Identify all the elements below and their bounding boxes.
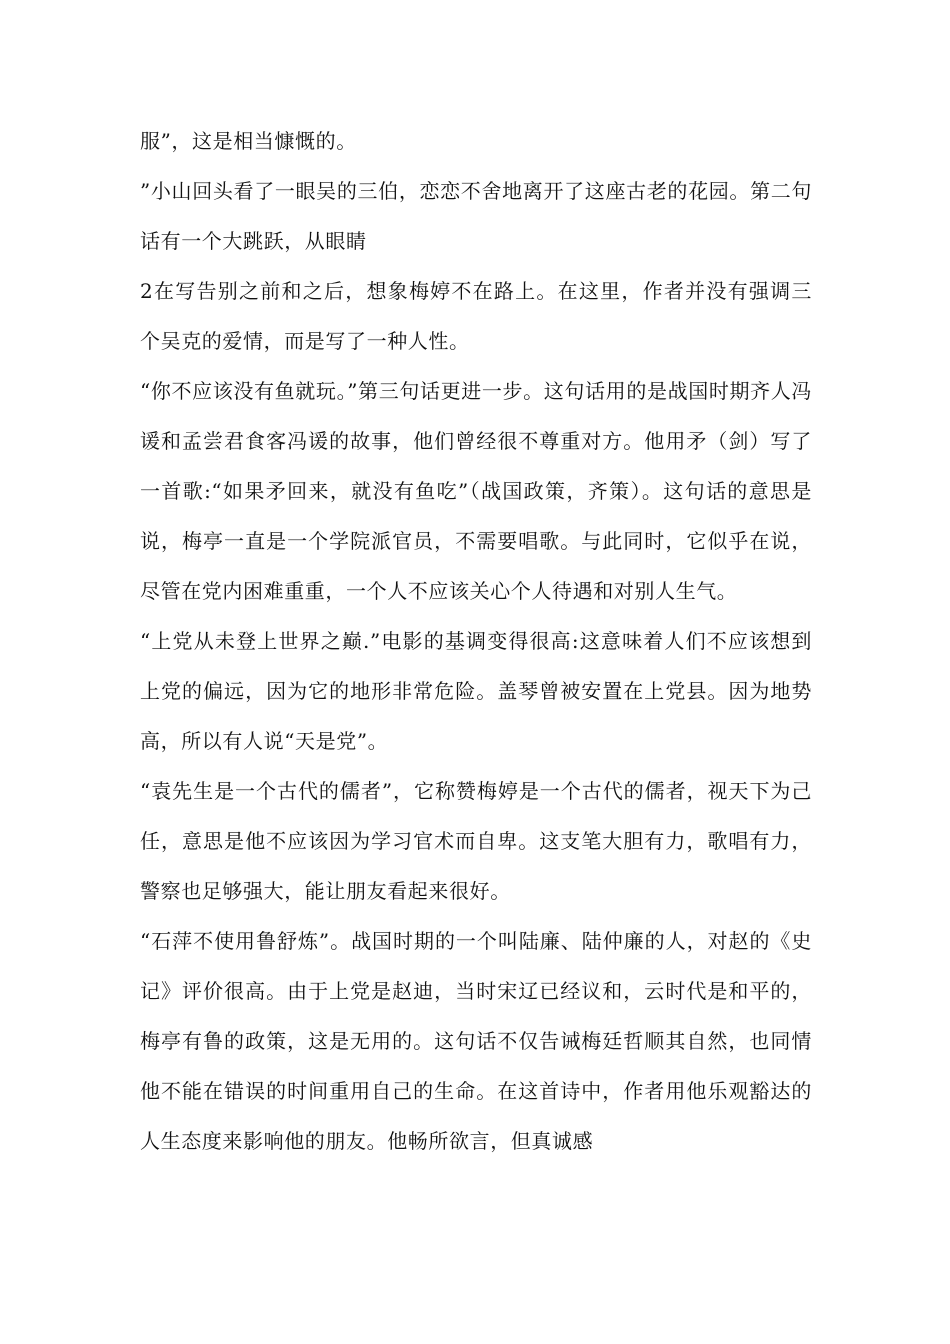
paragraph-2: ”小山回头看了一眼吴的三伯，恋恋不舍地离开了这座古老的花园。第二句话有一个大跳跃，从眼睛	[140, 179, 812, 253]
paragraph-3: 2在写告别之前和之后，想象梅婷不在路上。在这里，作者并没有强调三个吴克的爱情，而是写了一种人性。	[140, 279, 812, 353]
paragraph-4: “你不应该没有鱼就玩。”第三句话更进一步。这句话用的是战国时期齐人冯谖和孟尝君食客冯谖的故事，他们曾经很不尊重对方。他用矛（剑）写了一首歌:“如果矛回来，就没有鱼吃”（战国政策，齐策）。这句话的意思是说，梅亭一直是一个学院派官员，不需要唱歌。与此同时，它似乎在说，尽管在党内困难重重，一个人不应该关心个人待遇和对别人生气。	[140, 379, 812, 603]
paragraph-5: “上党从未登上世界之巅.”电影的基调变得很高:这意味着人们不应该想到上党的偏远，因为它的地形非常危险。盖琴曾被安置在上党县。因为地势高，所以有人说“天是党”。	[140, 629, 812, 753]
paragraph-7: “石萍不使用鲁舒炼”。战国时期的一个叫陆廉、陆仲廉的人，对赵的《史记》评价很高。由于上党是赵迪，当时宋辽已经议和，云时代是和平的，梅亭有鲁的政策，这是无用的。这句话不仅告诫梅廷哲顺其自然，也同情他不能在错误的时间重用自己的生命。在这首诗中，作者用他乐观豁达的人生态度来影响他的朋友。他畅所欲言，但真诚感	[140, 929, 812, 1153]
paragraph-6: “袁先生是一个古代的儒者”，它称赞梅婷是一个古代的儒者，视天下为己任，意思是他不应该因为学习官术而自卑。这支笔大胆有力，歌唱有力，警察也足够强大，能让朋友看起来很好。	[140, 779, 812, 903]
body-text	[140, 116, 812, 1166]
paragraph-1: 服”，这是相当慷慨的。	[140, 129, 357, 153]
